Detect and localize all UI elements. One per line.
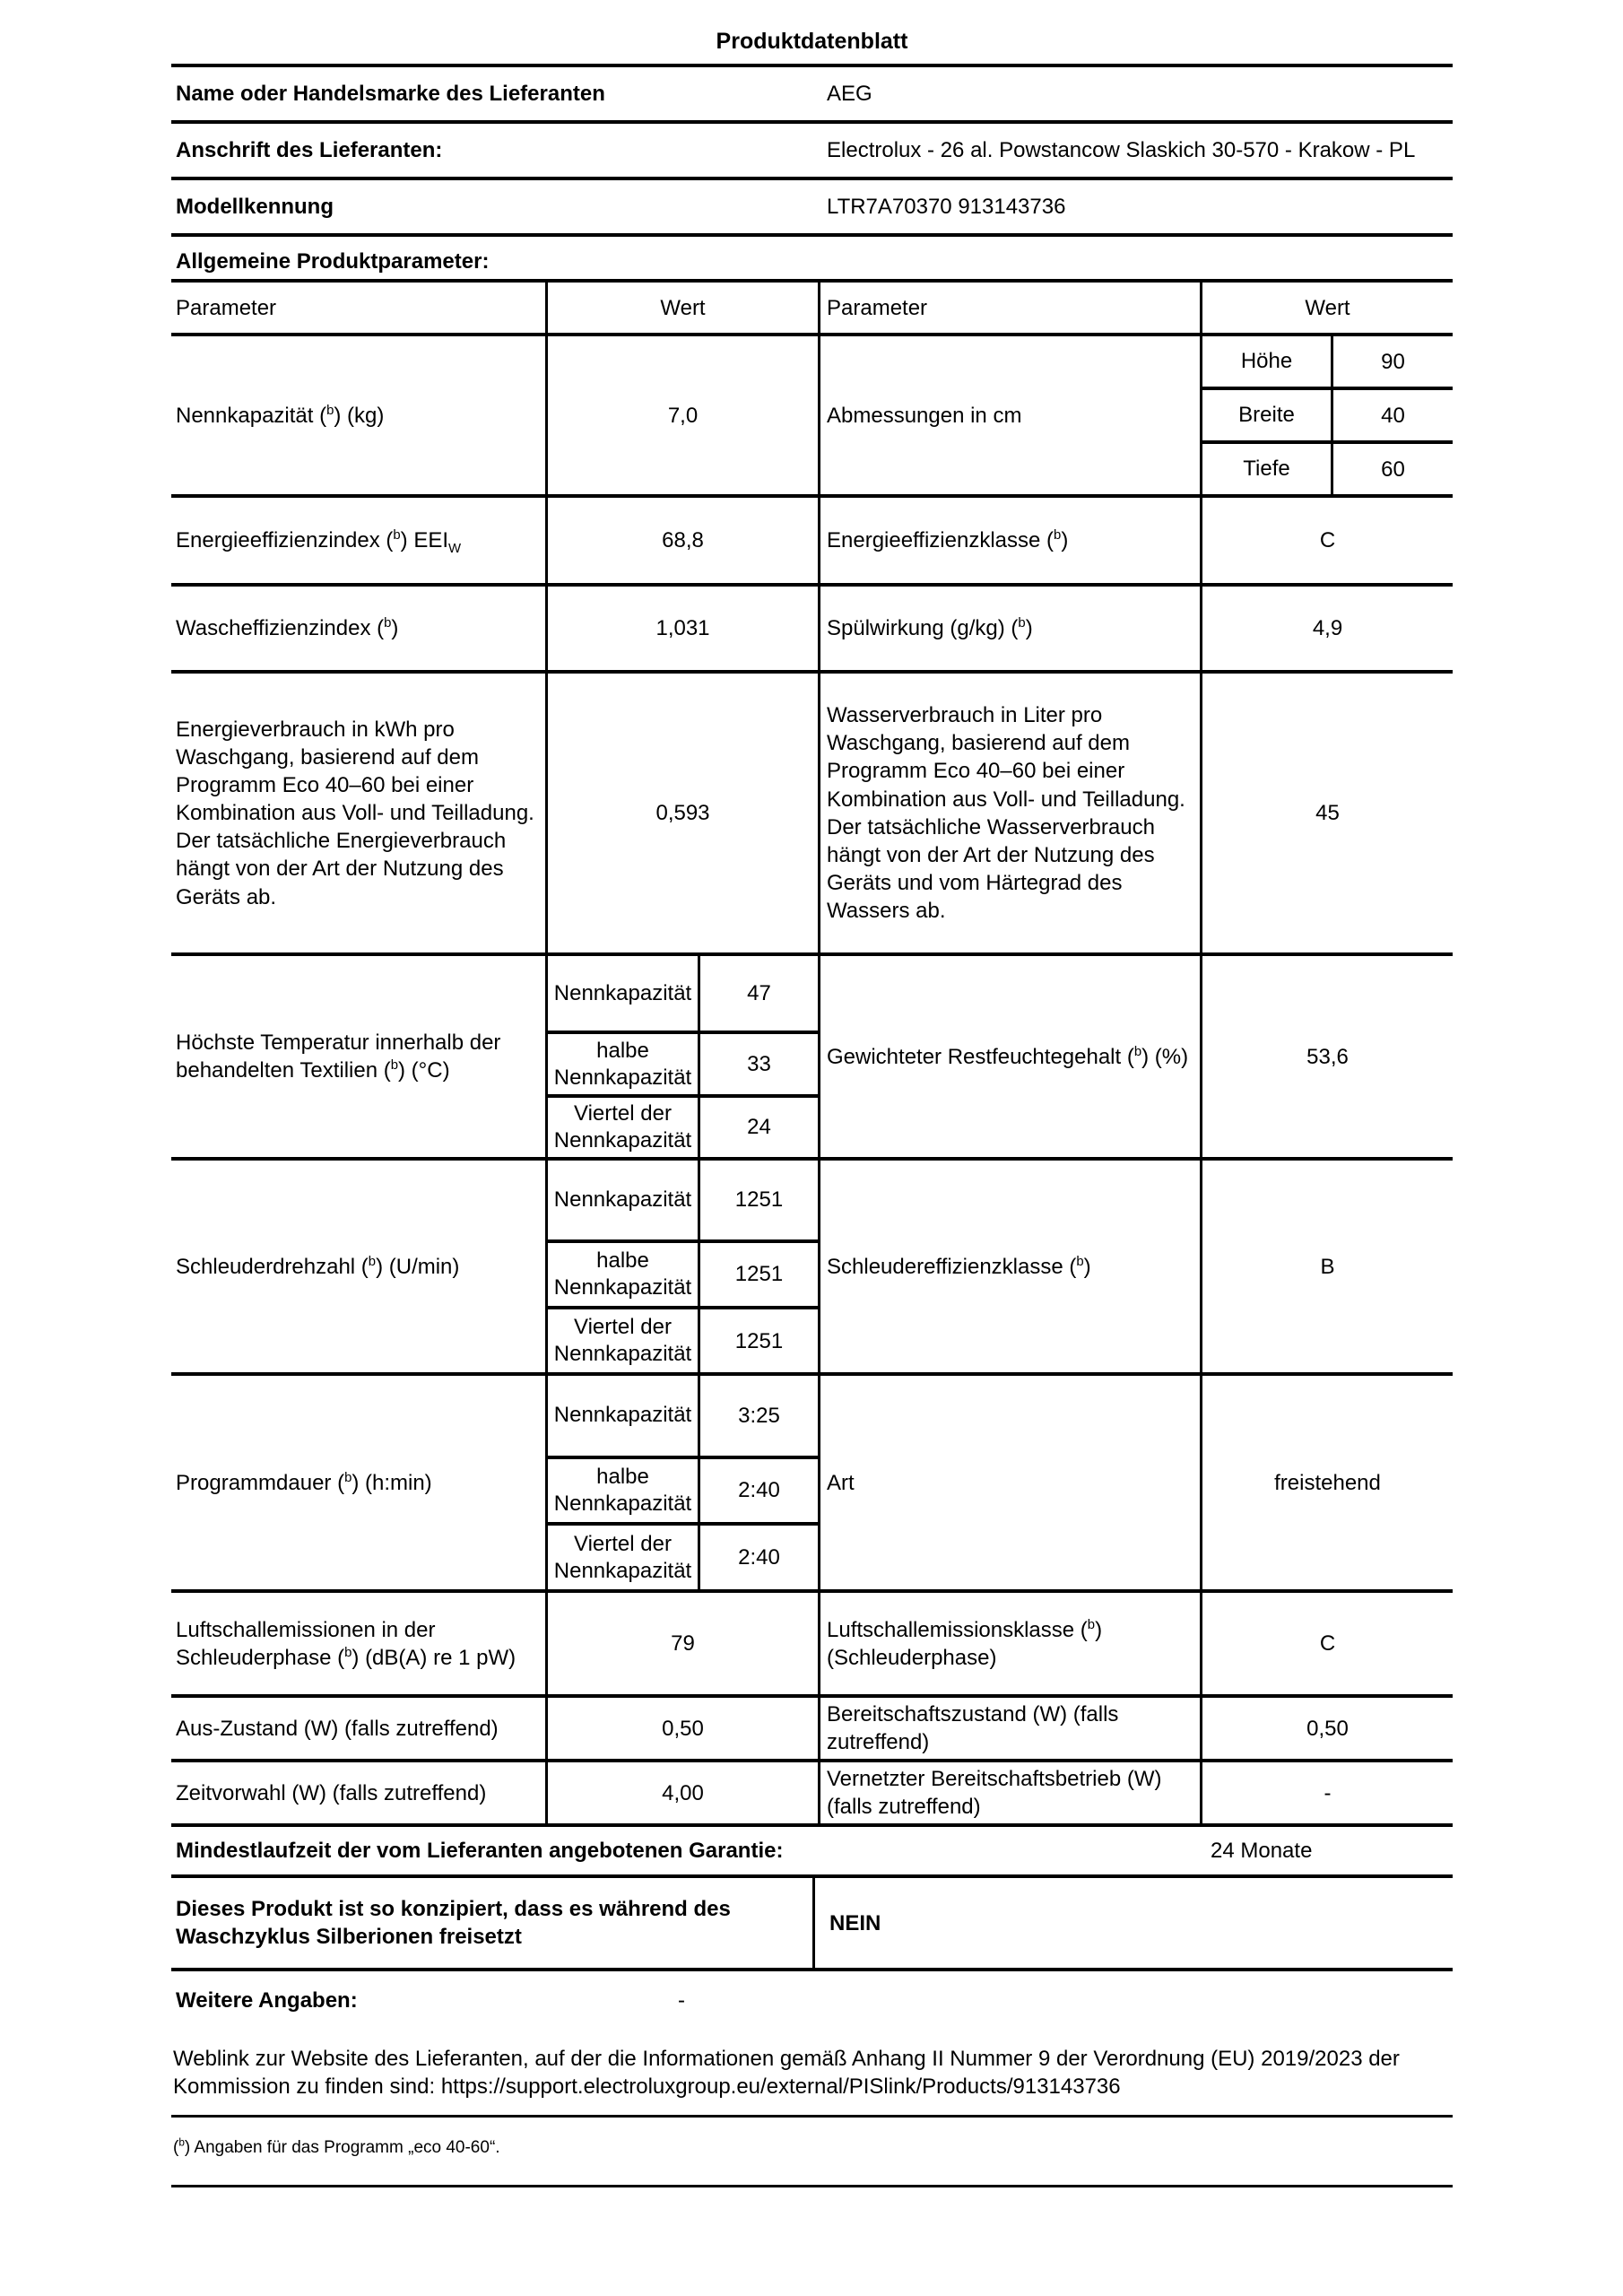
spin-speed-quarter-label: Viertel der Nennkapazität bbox=[548, 1309, 700, 1372]
row-capacity-dimensions bbox=[171, 336, 1453, 498]
networked-standby-label: Vernetzter Bereitschaftsbetrieb (W) (falls zutreffend) bbox=[818, 1762, 1200, 1823]
duration-rated-value: 3:25 bbox=[738, 1403, 780, 1428]
supplier-weblink-paragraph bbox=[171, 2045, 1453, 2100]
guarantee-value: 24 Monate bbox=[1211, 1839, 1313, 1864]
supplier-name-label: Name oder Handelsmarke des Lieferanten bbox=[176, 81, 605, 106]
duration-values bbox=[545, 1376, 818, 1589]
wash-index-label: Wascheffizienzindex ($^b$) bbox=[176, 616, 399, 641]
spin-class-label: Schleudereffizienzklasse ($^b$) bbox=[818, 1161, 1200, 1372]
dimension-depth-label: Tiefe bbox=[1202, 444, 1333, 494]
rinse-value: 4,9 bbox=[1200, 587, 1453, 670]
noise-label: Luftschallemissionen in der Schleuderphase ($^b$) (dB(A) re 1 pW) bbox=[176, 1617, 516, 1670]
table-header-row bbox=[171, 283, 1453, 336]
dimension-height-row bbox=[1202, 336, 1453, 390]
model-id-label: Modellkennung bbox=[176, 194, 334, 219]
duration-quarter-label: Viertel der Nennkapazität bbox=[548, 1526, 700, 1589]
capacity-label: Nennkapazität ($^b$) (kg) bbox=[176, 403, 385, 428]
dimension-width-label: Breite bbox=[1202, 390, 1333, 440]
row-noise-noiseclass bbox=[171, 1593, 1453, 1698]
wash-index-value: 1,031 bbox=[545, 587, 818, 670]
water-consumption-value: 45 bbox=[1200, 674, 1453, 952]
supplier-weblink-url[interactable]: https://support.electroluxgroup.eu/external/PISlink/Products/913143736 bbox=[440, 2074, 1121, 2100]
supplier-name-value: AEG bbox=[827, 81, 872, 106]
duration-half-row bbox=[548, 1459, 818, 1526]
rinse-label: Spülwirkung (g/kg) ($^b$) bbox=[818, 587, 1200, 670]
spin-speed-rated-label: Nennkapazität bbox=[548, 1161, 700, 1239]
duration-quarter-row bbox=[548, 1526, 818, 1589]
networked-standby-value: - bbox=[1200, 1762, 1453, 1823]
eei-label: Energieeffizienzindex ($^b$) $EEI_W$ bbox=[176, 528, 462, 556]
standby-label: Bereitschaftszustand (W) (falls zutreffend) bbox=[818, 1698, 1200, 1759]
silver-ions-row bbox=[171, 1878, 1453, 1971]
spin-speed-half-value: 1251 bbox=[734, 1262, 784, 1287]
header-parameter-right: Parameter bbox=[818, 283, 1200, 333]
noise-class-label: Luftschallemissionsklasse ($^b$) (Schleuderphase) bbox=[818, 1593, 1200, 1694]
dimension-width-row bbox=[1202, 390, 1453, 444]
duration-half-value: 2:40 bbox=[738, 1478, 780, 1503]
additional-info-value: - bbox=[678, 1987, 685, 2013]
type-value: freistehend bbox=[1200, 1376, 1453, 1589]
off-mode-label: Aus-Zustand (W) (falls zutreffend) bbox=[176, 1716, 499, 1741]
duration-label: Programmdauer ($^b$) (h:min) bbox=[176, 1470, 432, 1495]
spin-speed-nested-table bbox=[548, 1161, 818, 1372]
row-spinspeed-spinclass bbox=[171, 1161, 1453, 1376]
max-temp-nested-table bbox=[548, 956, 818, 1157]
max-temp-rated-value: 47 bbox=[747, 981, 771, 1006]
spin-speed-rated-row bbox=[548, 1161, 818, 1243]
supplier-address-label: Anschrift des Lieferanten: bbox=[176, 137, 443, 162]
footnote-bottom-divider bbox=[171, 2185, 1453, 2187]
max-temp-rated-label: Nennkapazität bbox=[548, 956, 700, 1031]
dimensions-label: Abmessungen in cm bbox=[818, 336, 1200, 494]
row-energy-water-consumption bbox=[171, 674, 1453, 956]
max-temp-quarter-value: 24 bbox=[747, 1115, 771, 1140]
silver-ions-label: Dieses Produkt ist so konzipiert, dass es während des Waschzyklus Silberionen freisetzt bbox=[171, 1878, 815, 1968]
noise-class-value: C bbox=[1200, 1593, 1453, 1694]
additional-info-label: Weitere Angaben: bbox=[176, 1987, 358, 2013]
spin-class-value: B bbox=[1200, 1161, 1453, 1372]
energy-class-value: C bbox=[1200, 498, 1453, 583]
spin-speed-half-label: halbe Nennkapazität bbox=[548, 1243, 700, 1306]
row-eei-energyclass bbox=[171, 498, 1453, 587]
row-offmode-standby bbox=[171, 1698, 1453, 1762]
row-duration-type bbox=[171, 1376, 1453, 1593]
dimension-depth-value: 60 bbox=[1381, 457, 1405, 482]
max-temp-quarter-label: Viertel der Nennkapazität bbox=[548, 1098, 700, 1157]
dimensions-nested-table bbox=[1202, 336, 1453, 494]
max-temp-half-value: 33 bbox=[747, 1051, 771, 1076]
duration-half-label: halbe Nennkapazität bbox=[548, 1459, 700, 1523]
duration-rated-label: Nennkapazität bbox=[548, 1376, 700, 1455]
footnote-eco-program: ($^b$) Angaben für das Programm „eco 40-60“. bbox=[173, 2136, 500, 2158]
duration-quarter-value: 2:40 bbox=[738, 1545, 780, 1570]
residual-moisture-value: 53,6 bbox=[1200, 956, 1453, 1157]
max-temp-rated-row bbox=[548, 956, 818, 1034]
dimensions-values bbox=[1200, 336, 1453, 494]
dimension-height-value: 90 bbox=[1381, 349, 1405, 374]
footnote-top-divider bbox=[171, 2115, 1453, 2118]
row-washindex-rinse bbox=[171, 587, 1453, 674]
energy-class-label: Energieeffizienzklasse ($^b$) bbox=[818, 498, 1200, 583]
spin-speed-values bbox=[545, 1161, 818, 1372]
supplier-info-table bbox=[171, 64, 1453, 237]
supplier-name-row bbox=[171, 67, 1453, 124]
max-temp-values bbox=[545, 956, 818, 1157]
supplier-address-value: Electrolux - 26 al. Powstancow Slaskich 30-570 - Krakow - PL bbox=[827, 137, 1416, 162]
energy-consumption-value: 0,593 bbox=[545, 674, 818, 952]
capacity-value: 7,0 bbox=[545, 336, 818, 494]
noise-value: 79 bbox=[545, 1593, 818, 1694]
row-delaystart-networkedstandby bbox=[171, 1762, 1453, 1827]
eei-value: 68,8 bbox=[545, 498, 818, 583]
silver-ions-value: NEIN bbox=[829, 1910, 881, 1935]
spin-speed-quarter-row bbox=[548, 1309, 818, 1372]
header-wert-right: Wert bbox=[1200, 283, 1453, 333]
max-temp-quarter-row bbox=[548, 1098, 818, 1157]
supplier-address-row bbox=[171, 124, 1453, 180]
duration-nested-table bbox=[548, 1376, 818, 1589]
spin-speed-quarter-value: 1251 bbox=[734, 1328, 784, 1353]
model-id-value: LTR7A70370 913143736 bbox=[827, 194, 1066, 219]
delay-start-value: 4,00 bbox=[545, 1762, 818, 1823]
model-id-row bbox=[171, 180, 1453, 237]
spin-speed-half-row bbox=[548, 1243, 818, 1309]
residual-moisture-label: Gewichteter Restfeuchtegehalt ($^b$) (%) bbox=[818, 956, 1200, 1157]
header-parameter-left: Parameter bbox=[176, 295, 277, 320]
page-title: Produktdatenblatt bbox=[716, 29, 908, 54]
parameter-table bbox=[171, 279, 1453, 1827]
standby-value: 0,50 bbox=[1200, 1698, 1453, 1759]
guarantee-row bbox=[171, 1827, 1453, 1878]
duration-rated-row bbox=[548, 1376, 818, 1458]
max-temp-half-row bbox=[548, 1034, 818, 1097]
additional-info-row bbox=[171, 1971, 1453, 2029]
water-consumption-label: Wasserverbrauch in Liter pro Waschgang, basierend auf dem Programm Eco 40–60 bei einer Kombination aus Voll- und Teilladung. Der tatsächliche Wasserverbrauch hängt von der Art der Nutzung des Geräts und vom Härtegrad des Wassers ab. bbox=[818, 674, 1200, 952]
dimension-height-label: Höhe bbox=[1202, 336, 1333, 387]
max-temp-label: Höchste Temperatur innerhalb der behandelten Textilien ($^b$) (°C) bbox=[176, 1031, 501, 1083]
spin-speed-label: Schleuderdrehzahl ($^b$) (U/min) bbox=[176, 1254, 460, 1279]
header-wert-left: Wert bbox=[545, 283, 818, 333]
row-maxtemp-moisture bbox=[171, 956, 1453, 1161]
delay-start-label: Zeitvorwahl (W) (falls zutreffend) bbox=[176, 1780, 487, 1805]
section-title-general-parameters: Allgemeine Produktparameter: bbox=[176, 249, 490, 274]
page-content bbox=[171, 0, 1453, 2187]
off-mode-value: 0,50 bbox=[545, 1698, 818, 1759]
type-label: Art bbox=[818, 1376, 1200, 1589]
spin-speed-rated-value: 1251 bbox=[734, 1187, 784, 1213]
max-temp-half-label: halbe Nennkapazität bbox=[548, 1034, 700, 1093]
supplier-weblink-text: Weblink zur Website des Lieferanten, auf der die Informationen gemäß Anhang II Nummer 9 der Verordnung (EU) 2019/2023 der Kommission zu finden sind: bbox=[173, 2047, 1400, 2100]
dimension-depth-row bbox=[1202, 444, 1453, 494]
guarantee-label: Mindestlaufzeit der vom Lieferanten angebotenen Garantie: bbox=[176, 1839, 784, 1864]
dimension-width-value: 40 bbox=[1381, 403, 1405, 428]
energy-consumption-label: Energieverbrauch in kWh pro Waschgang, basierend auf dem Programm Eco 40–60 bei einer Kombination aus Voll- und Teilladung. Der tatsächliche Energieverbrauch hängt von der Art der Nutzung des Geräts ab. bbox=[176, 717, 534, 909]
